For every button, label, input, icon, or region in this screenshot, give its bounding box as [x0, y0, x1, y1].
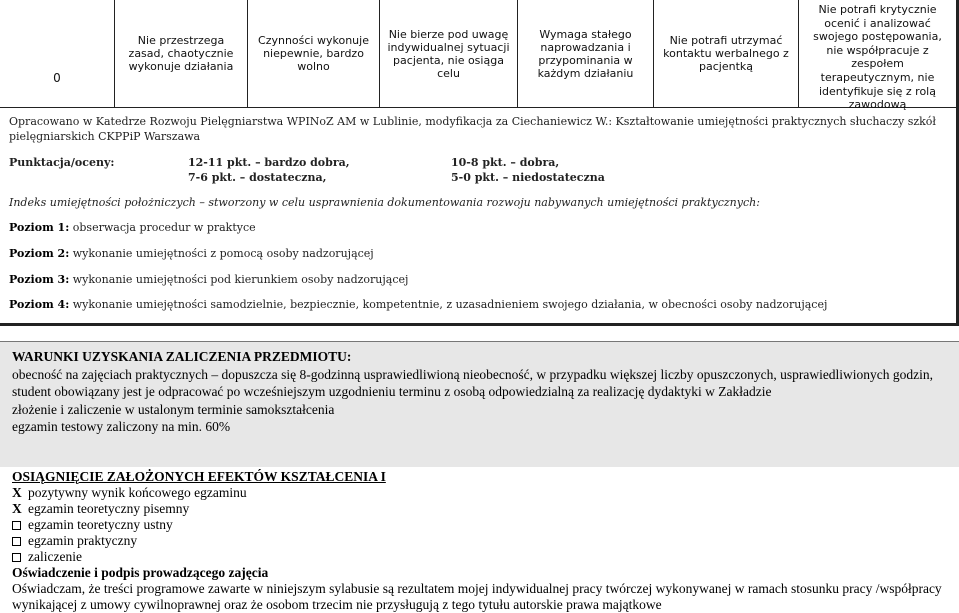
level-text: wykonanie umiejętności z pomocą osoby nadzorującej — [69, 247, 374, 260]
criterion-cell: Czynności wykonuje niepewnie, bardzo wolno — [248, 0, 380, 107]
requirements-title: WARUNKI UZYSKANIA ZALICZENIA PRZEDMIOTU: — [12, 349, 352, 364]
criteria-row — [0, 0, 956, 112]
level-item — [9, 298, 827, 311]
level-text: wykonanie umiejętności samodzielnie, bezpiecznie, kompetentnie, z uzasadnieniem swojego działania, w obecności osoby nadzorującej — [69, 298, 828, 311]
effect-item — [12, 517, 947, 533]
criterion-cell: Wymaga stałego naprowadzania i przypominania w każdym działaniu — [518, 0, 654, 107]
checked-mark: X — [12, 501, 22, 516]
criterion-cell: Nie potrafi utrzymać kontaktu werbalnego z pacjentką — [654, 0, 799, 107]
requirements-line: egzamin testowy zaliczony na min. 60% — [12, 419, 231, 434]
criterion-cell: Nie przestrzega zasad, chaotycznie wykonuje działania — [115, 0, 248, 107]
declaration-title: Oświadczenie i podpis prowadzącego zajęcia — [12, 565, 269, 580]
level-item — [9, 247, 374, 260]
index-title: Indeks umiejętności położniczych – stworzony w celu usprawnienia dokumentowania rozwoju nabywanych umiejętności praktycznych: — [9, 196, 760, 209]
effect-item — [12, 485, 947, 501]
effect-label: zaliczenie — [28, 549, 82, 564]
source-note: Opracowano w Katedrze Rozwoju Pielęgniarstwa WPINoZ AM w Lublinie, modyfikacja za Ciechaniewicz W.: Kształtowanie umiejętności praktycznych słuchaczy szkół pielęgniarskich CKPPiP Warszawa — [9, 115, 936, 143]
level-text: wykonanie umiejętności pod kierunkiem osoby nadzorującej — [69, 273, 409, 286]
effect-label: egzamin praktyczny — [28, 533, 138, 548]
grade-sufficient: 7-6 pkt. – dostateczna, — [188, 171, 327, 184]
empty-checkbox-icon — [12, 537, 21, 546]
checked-mark: X — [12, 485, 22, 500]
grading-label: Punktacja/oceny: — [9, 156, 115, 169]
effects-block — [0, 467, 959, 612]
level-name: Poziom 1: — [9, 221, 70, 234]
effect-item — [12, 501, 947, 517]
level-text: obserwacja procedur w praktyce — [69, 221, 256, 234]
grade-good: 10-8 pkt. – dobra, — [451, 156, 560, 169]
effect-item — [12, 549, 947, 565]
criterion-cell: Nie potrafi krytycznie ocenić i analizować swojego postępowania, nie współpracuje z zespołem terapeutycznym, nie identyfikuje się z rolą zawodową — [813, 3, 942, 112]
grade-insufficient: 5-0 pkt. – niedostateczna — [451, 171, 605, 184]
criterion-cell: Nie bierze pod uwagę indywidualnej sytuacji pacjenta, nie osiąga celu — [380, 0, 518, 107]
empty-checkbox-icon — [12, 553, 21, 562]
requirements-line: obecność na zajęciach praktycznych – dopuszcza się 8-godzinną usprawiedliwioną nieobecność, w przypadku większej liczby opuszczonych, usprawiedliwionych godzin, student obowiązany jest je odpracować po wcześniejszym uzgodnieniu terminu z osobą odpowiedzialną za realizację dydaktyki w Zakładzie — [12, 366, 934, 399]
level-item — [9, 221, 256, 234]
requirements-line: złożenie i zaliczenie w ustalonym terminie samokształcenia — [12, 401, 335, 417]
effect-label: egzamin teoretyczny ustny — [28, 517, 173, 532]
declaration-text: Oświadczam, że treści programowe zawarte w niniejszym sylabusie są rezultatem mojej indywidualnej pracy twórczej wykonywanej w ramach stosunku pracy /współpracy wynikającej z umowy cywilnoprawnej oraz że osobom trzecim nie przysługują z tego tytułu autorskie prawa majątkowe — [12, 581, 942, 612]
effect-label: egzamin teoretyczny pisemny — [28, 501, 190, 516]
effect-item — [12, 533, 947, 549]
grading — [9, 156, 949, 186]
info-block — [9, 114, 949, 311]
effect-label: pozytywny wynik końcowego egzaminu — [28, 485, 247, 500]
bottom-section — [0, 326, 959, 612]
level-item — [9, 273, 408, 286]
level-name: Poziom 4: — [9, 298, 70, 311]
score-zero-cell: 0 — [0, 0, 115, 107]
grade-very-good: 12-11 pkt. – bardzo dobra, — [188, 156, 350, 169]
empty-checkbox-icon — [12, 521, 21, 530]
level-name: Poziom 3: — [9, 273, 70, 286]
effects-title: OSIĄGNIĘCIE ZAŁOŻONYCH EFEKTÓW KSZTAŁCENIA I — [12, 469, 386, 484]
requirements-block — [0, 341, 959, 467]
level-name: Poziom 2: — [9, 247, 70, 260]
